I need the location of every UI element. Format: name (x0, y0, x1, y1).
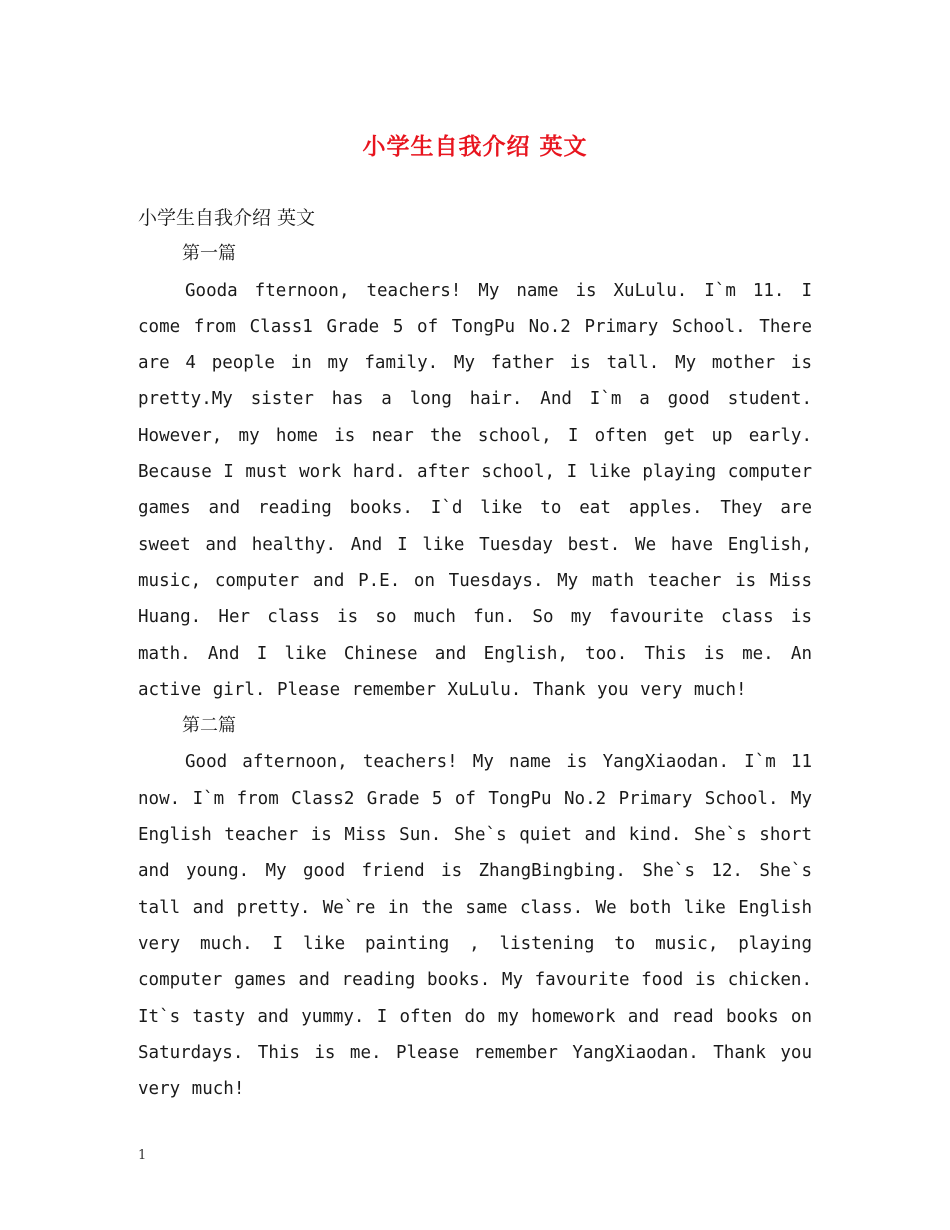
section-paragraph-1: Gooda fternoon, teachers! My name is XuLulu. I`m 11. I come from Class1 Grade 5 of TongPu No.2 Primary School. There are 4 people in my family. My father is tall. My mother is pretty.My sister has a long hair. And I`m a good student. However, my home is near the school, I often get up early. Because I must work hard. after school, I like playing computer games and reading books. I`d like to eat apples. They are sweet and healthy. And I like Tuesday best. We have English, music, computer and P.E. on Tuesdays. My math teacher is Miss Huang. Her class is so much fun. So my favourite class is math. And I like Chinese and English, too. This is me. An active girl. Please remember XuLulu. Thank you very much! (138, 280, 812, 700)
document-body (138, 200, 812, 1107)
document-subtitle: 小学生自我介绍 英文 (138, 207, 316, 229)
page-number: 1 (138, 1148, 147, 1163)
section-paragraph-2: Good afternoon, teachers! My name is YangXiaodan. I`m 11 now. I`m from Class2 Grade 5 of TongPu No.2 Primary School. My English teacher is Miss Sun. She`s quiet and kind. She`s short and young. My good friend is ZhangBingbing. She`s 12. She`s tall and pretty. We`re in the same class. We both like English very much. I like painting , listening to music, playing computer games and reading books. My favourite food is chicken. It`s tasty and yummy. I often do my homework and read books on Saturdays. This is me. Please remember YangXiaodan. Thank you very much! (138, 752, 812, 1100)
section-heading-2: 第二篇 (182, 715, 236, 737)
section-heading-1: 第一篇 (182, 243, 236, 265)
document-title: 小学生自我介绍 英文 (362, 134, 588, 160)
